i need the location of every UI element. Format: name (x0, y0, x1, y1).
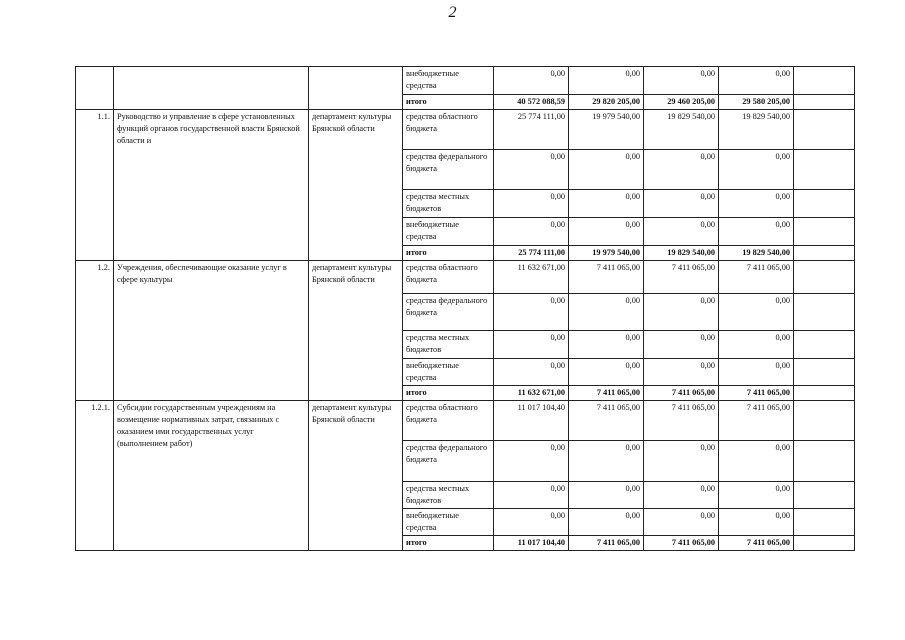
amount-cell: 0,00 (644, 509, 719, 536)
code-cell: 1.2.1. (76, 401, 114, 551)
name-cell: Руководство и управление в сфере установленных функций органов государственной власти Брянской области и (114, 110, 309, 261)
table-row (76, 110, 855, 150)
amount-cell: 7 411 065,00 (719, 401, 794, 441)
amount-cell: 19 979 540,00 (569, 110, 644, 150)
code-cell: 1.2. (76, 261, 114, 401)
funding-source-cell: средства местных бюджетов (403, 190, 494, 218)
amount-cell: 7 411 065,00 (644, 401, 719, 441)
amount-cell: 0,00 (719, 190, 794, 218)
table-row (76, 67, 855, 95)
amount-cell: 0,00 (494, 441, 569, 482)
amount-cell: 19 829 540,00 (719, 246, 794, 261)
funding-source-cell: итого (403, 386, 494, 401)
empty-cell (794, 218, 855, 246)
empty-cell (794, 110, 855, 150)
code-cell: 1.1. (76, 110, 114, 261)
amount-cell: 7 411 065,00 (569, 261, 644, 294)
amount-cell: 0,00 (494, 359, 569, 386)
funding-source-cell: средства областного бюджета (403, 110, 494, 150)
amount-cell: 29 460 205,00 (644, 95, 719, 110)
name-cell (114, 67, 309, 110)
empty-cell (794, 246, 855, 261)
amount-cell: 0,00 (644, 294, 719, 331)
empty-cell (794, 294, 855, 331)
amount-cell: 19 829 540,00 (719, 110, 794, 150)
funding-source-cell: средства местных бюджетов (403, 331, 494, 359)
funding-source-cell: средства местных бюджетов (403, 482, 494, 509)
amount-cell: 0,00 (719, 150, 794, 190)
amount-cell: 29 820 205,00 (569, 95, 644, 110)
funding-source-cell: средства федерального бюджета (403, 441, 494, 482)
amount-cell: 0,00 (569, 67, 644, 95)
funding-source-cell: итого (403, 536, 494, 551)
funding-source-cell: итого (403, 246, 494, 261)
page-number: 2 (448, 4, 457, 21)
empty-cell (794, 190, 855, 218)
empty-cell (794, 536, 855, 551)
amount-cell: 0,00 (644, 190, 719, 218)
amount-cell: 0,00 (719, 359, 794, 386)
empty-cell (794, 150, 855, 190)
amount-cell: 0,00 (494, 294, 569, 331)
empty-cell (794, 482, 855, 509)
amount-cell: 0,00 (494, 150, 569, 190)
amount-cell: 0,00 (644, 67, 719, 95)
funding-source-cell: средства федерального бюджета (403, 294, 494, 331)
amount-cell: 11 632 671,00 (494, 261, 569, 294)
amount-cell: 7 411 065,00 (719, 386, 794, 401)
amount-cell: 0,00 (644, 482, 719, 509)
funding-source-cell: внебюджетные средства (403, 509, 494, 536)
empty-cell (794, 441, 855, 482)
funding-source-cell: средства федерального бюджета (403, 150, 494, 190)
empty-cell (794, 331, 855, 359)
empty-cell (794, 261, 855, 294)
amount-cell: 25 774 111,00 (494, 246, 569, 261)
empty-cell (794, 509, 855, 536)
funding-source-cell: итого (403, 95, 494, 110)
amount-cell: 0,00 (494, 190, 569, 218)
amount-cell: 7 411 065,00 (644, 261, 719, 294)
amount-cell: 0,00 (494, 218, 569, 246)
empty-cell (794, 95, 855, 110)
amount-cell: 0,00 (569, 359, 644, 386)
amount-cell: 11 017 104,40 (494, 536, 569, 551)
amount-cell: 0,00 (719, 331, 794, 359)
name-cell: Учреждения, обеспечивающие оказание услуг в сфере культуры (114, 261, 309, 401)
amount-cell: 0,00 (719, 509, 794, 536)
budget-table (75, 66, 855, 551)
dept-cell: департамент культуры Брянской области (309, 401, 403, 551)
amount-cell: 0,00 (494, 509, 569, 536)
amount-cell: 0,00 (644, 150, 719, 190)
amount-cell: 0,00 (644, 331, 719, 359)
empty-cell (794, 386, 855, 401)
funding-source-cell: внебюджетные средства (403, 67, 494, 95)
amount-cell: 7 411 065,00 (719, 261, 794, 294)
amount-cell: 0,00 (569, 441, 644, 482)
amount-cell: 11 017 104,40 (494, 401, 569, 441)
amount-cell: 0,00 (719, 67, 794, 95)
amount-cell: 7 411 065,00 (644, 536, 719, 551)
amount-cell: 7 411 065,00 (569, 386, 644, 401)
amount-cell: 0,00 (569, 190, 644, 218)
dept-cell: департамент культуры Брянской области (309, 110, 403, 261)
amount-cell: 19 829 540,00 (644, 246, 719, 261)
amount-cell: 19 829 540,00 (644, 110, 719, 150)
amount-cell: 0,00 (569, 482, 644, 509)
amount-cell: 7 411 065,00 (644, 386, 719, 401)
funding-source-cell: средства областного бюджета (403, 261, 494, 294)
funding-source-cell: внебюджетные средства (403, 218, 494, 246)
amount-cell: 0,00 (644, 441, 719, 482)
amount-cell: 0,00 (569, 331, 644, 359)
amount-cell: 0,00 (719, 294, 794, 331)
amount-cell: 19 979 540,00 (569, 246, 644, 261)
funding-source-cell: средства областного бюджета (403, 401, 494, 441)
amount-cell: 0,00 (569, 509, 644, 536)
amount-cell: 7 411 065,00 (569, 401, 644, 441)
empty-cell (794, 401, 855, 441)
code-cell (76, 67, 114, 110)
amount-cell: 0,00 (719, 218, 794, 246)
dept-cell: департамент культуры Брянской области (309, 261, 403, 401)
amount-cell: 0,00 (719, 441, 794, 482)
amount-cell: 0,00 (644, 359, 719, 386)
amount-cell: 40 572 088,59 (494, 95, 569, 110)
amount-cell: 0,00 (569, 218, 644, 246)
empty-cell (794, 67, 855, 95)
amount-cell: 7 411 065,00 (719, 536, 794, 551)
table-row (76, 401, 855, 441)
amount-cell: 0,00 (644, 218, 719, 246)
name-cell: Субсидии государственным учреждениям на возмещение нормативных затрат, связанных с оказанием ими государственных услуг (выполнением работ) (114, 401, 309, 551)
dept-cell (309, 67, 403, 110)
amount-cell: 0,00 (494, 482, 569, 509)
empty-cell (794, 359, 855, 386)
amount-cell: 11 632 671,00 (494, 386, 569, 401)
amount-cell: 0,00 (494, 331, 569, 359)
amount-cell: 0,00 (719, 482, 794, 509)
amount-cell: 0,00 (569, 150, 644, 190)
amount-cell: 0,00 (494, 67, 569, 95)
amount-cell: 25 774 111,00 (494, 110, 569, 150)
funding-source-cell: внебюджетные средства (403, 359, 494, 386)
amount-cell: 29 580 205,00 (719, 95, 794, 110)
table-row (76, 261, 855, 294)
amount-cell: 0,00 (569, 294, 644, 331)
amount-cell: 7 411 065,00 (569, 536, 644, 551)
